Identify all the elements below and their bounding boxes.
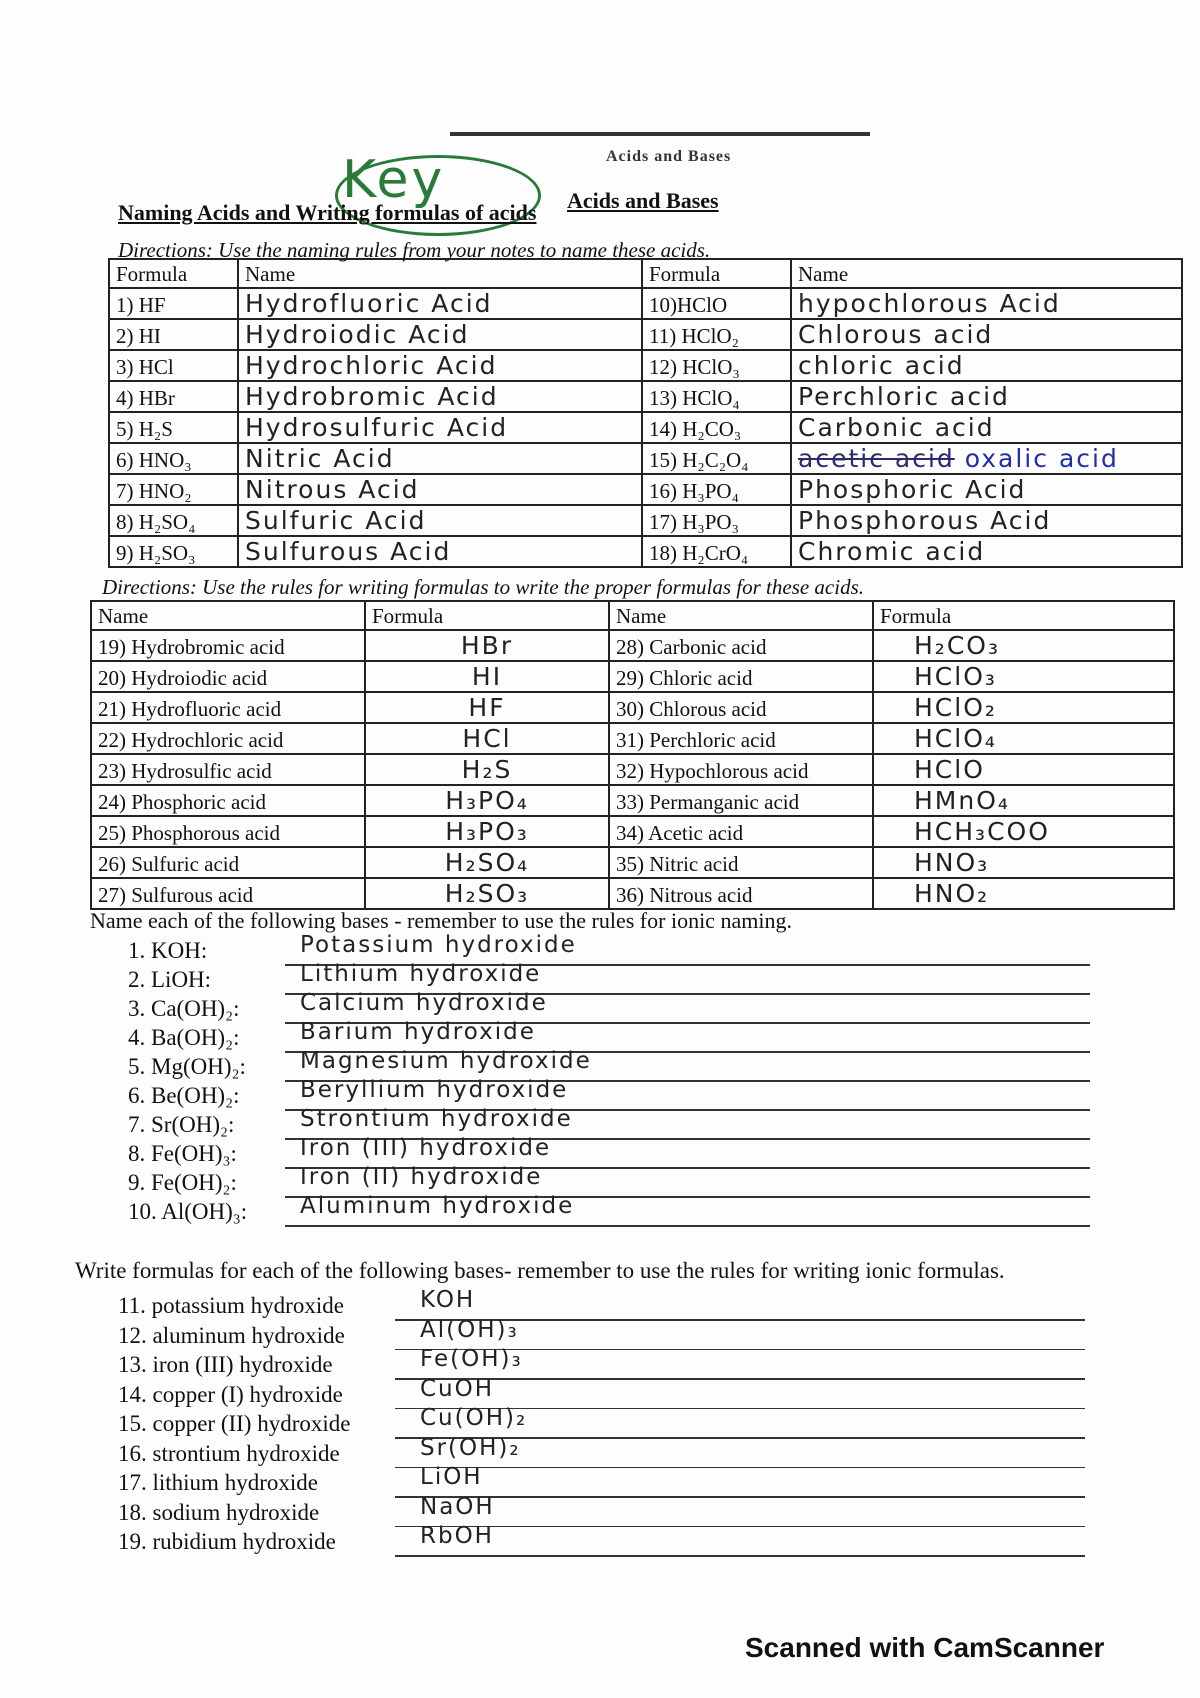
- handwritten-answer: Sr(OH)₂: [420, 1434, 521, 1461]
- table-row: [91, 785, 1174, 816]
- table-row: [109, 474, 1182, 505]
- item-label: 6. Be(OH)₂:: [128, 1083, 240, 1108]
- page-subtitle: Naming Acids and Writing formulas of acids: [118, 200, 537, 225]
- answer-cell: HClO₄: [873, 723, 1174, 754]
- answer-cell: Hydrofluoric Acid: [238, 288, 642, 319]
- acid-naming-table: [108, 258, 1183, 568]
- formula-cell: 17) H₃PO₃: [642, 505, 791, 536]
- item-label: 4. Ba(OH)₂:: [128, 1025, 240, 1050]
- answer-cell: Phosphoric Acid: [791, 474, 1182, 505]
- answer-cell: HClO₂: [873, 692, 1174, 723]
- handwritten-answer: Al(OH)₃: [420, 1316, 519, 1343]
- handwritten-answer: LiOH: [420, 1464, 483, 1490]
- item-label: 16. strontium hydroxide: [118, 1440, 340, 1466]
- table-header-row: [109, 259, 1182, 288]
- item-label: 10. Al(OH)₃:: [128, 1199, 248, 1224]
- handwritten-answer: CuOH: [420, 1375, 495, 1402]
- answer-line: [395, 1467, 1085, 1469]
- item-label: 14. copper (I) hydroxide: [118, 1381, 343, 1407]
- item-label: 15. copper (II) hydroxide: [118, 1411, 351, 1436]
- formula-cell: 2) HI: [109, 319, 238, 350]
- item-label: 8. Fe(OH)₃:: [128, 1141, 237, 1166]
- item-label: 7. Sr(OH)₂:: [128, 1112, 235, 1137]
- answer-cell: HCl: [365, 723, 609, 754]
- formula-cell: 16) H₃PO₄: [642, 474, 791, 505]
- table-row: [109, 443, 1182, 474]
- answer-cell: H₃PO₄: [365, 785, 609, 816]
- item-label: 3. Ca(OH)₂:: [128, 996, 240, 1021]
- formula-cell: 18) H₂CrO₄: [642, 536, 791, 567]
- header-name: Name: [238, 259, 642, 288]
- answer-cell: Perchloric acid: [791, 381, 1182, 412]
- table-row: [91, 692, 1174, 723]
- table-row: [109, 412, 1182, 443]
- header-formula: Formula: [109, 259, 238, 288]
- table-row: [91, 878, 1174, 909]
- item-label: 1. KOH:: [128, 938, 208, 963]
- table-row: [109, 350, 1182, 381]
- table-row: [109, 536, 1182, 567]
- formula-cell: 5) H₂S: [109, 412, 238, 443]
- handwritten-answer: Iron (II) hydroxide: [300, 1164, 543, 1190]
- corrected-answer: oxalic acid: [964, 444, 1119, 473]
- formula-cell: 7) HNO₂: [109, 474, 238, 505]
- formula-cell: 11) HClO₂: [642, 319, 791, 350]
- section3-directions: Name each of the following bases - remember to use the rules for ionic naming.: [90, 908, 792, 933]
- answer-cell: HCH₃COO: [873, 816, 1174, 847]
- formula-cell: 4) HBr: [109, 381, 238, 412]
- table-header-row: [91, 601, 1174, 630]
- formula-cell: 15) H₂C₂O₄: [642, 443, 791, 474]
- answer-line: [395, 1496, 1085, 1498]
- table-row: [109, 381, 1182, 412]
- handwritten-answer: Beryllium hydroxide: [300, 1077, 569, 1103]
- camscanner-watermark: Scanned with CamScanner: [745, 1632, 1105, 1663]
- answer-cell: HF: [365, 692, 609, 723]
- name-cell: 27) Sulfurous acid: [91, 878, 365, 909]
- formula-cell: 8) H₂SO₄: [109, 505, 238, 536]
- name-cell: 35) Nitric acid: [609, 847, 873, 878]
- handwritten-answer: NaOH: [420, 1493, 495, 1520]
- item-label: 18. sodium hydroxide: [118, 1499, 320, 1525]
- table-row: [91, 816, 1174, 847]
- name-cell: 26) Sulfuric acid: [91, 847, 365, 878]
- answer-cell: chloric acid: [791, 350, 1182, 381]
- answer-cell: H₂CO₃: [873, 630, 1174, 661]
- answer-cell: Chromic acid: [791, 536, 1182, 567]
- page-title: Acids and Bases: [567, 188, 719, 213]
- handwritten-answer: Potassium hydroxide: [300, 932, 577, 958]
- answer-cell: Hydroiodic Acid: [238, 319, 642, 350]
- answer-cell: HMnO₄: [873, 785, 1174, 816]
- struck-answer: acetic acid: [798, 444, 955, 473]
- name-cell: 20) Hydroiodic acid: [91, 661, 365, 692]
- name-cell: 24) Phosphoric acid: [91, 785, 365, 816]
- answer-line: [395, 1526, 1085, 1528]
- handwritten-answer: Magnesium hydroxide: [300, 1048, 592, 1074]
- answer-cell: H₂S: [365, 754, 609, 785]
- key-annotation: Key: [342, 150, 446, 210]
- answer-cell: Sulfuric Acid: [238, 505, 642, 536]
- answer-cell: hypochlorous Acid: [791, 288, 1182, 319]
- answer-cell: Chlorous acid: [791, 319, 1182, 350]
- answer-cell: [791, 443, 1182, 474]
- item-label: 11. potassium hydroxide: [118, 1293, 344, 1318]
- formula-cell: 10)HClO: [642, 288, 791, 319]
- answer-cell: Hydrosulfuric Acid: [238, 412, 642, 443]
- table-row: [91, 723, 1174, 754]
- answer-line: [395, 1555, 1085, 1557]
- handwritten-answer: KOH: [420, 1287, 476, 1313]
- answer-cell: Nitric Acid: [238, 443, 642, 474]
- name-cell: 32) Hypochlorous acid: [609, 754, 873, 785]
- table-row: [91, 847, 1174, 878]
- name-cell: 31) Perchloric acid: [609, 723, 873, 754]
- section1-directions: Directions: Use the naming rules from your notes to name these acids.: [118, 238, 711, 262]
- answer-cell: HClO₃: [873, 661, 1174, 692]
- item-label: 13. iron (III) hydroxide: [118, 1352, 333, 1377]
- item-label: 5. Mg(OH)₂:: [128, 1054, 246, 1079]
- handwritten-answer: Lithium hydroxide: [300, 961, 542, 987]
- name-cell: 22) Hydrochloric acid: [91, 723, 365, 754]
- name-cell: 33) Permanganic acid: [609, 785, 873, 816]
- table-row: [91, 661, 1174, 692]
- header-name2: Name: [609, 601, 873, 630]
- item-label: 2. LiOH:: [128, 967, 212, 992]
- header-formula2: Formula: [873, 601, 1174, 630]
- item-label: 12. aluminum hydroxide: [118, 1322, 345, 1348]
- running-header: Acids and Bases: [606, 148, 732, 165]
- handwritten-answer: Iron (III) hydroxide: [300, 1135, 552, 1161]
- table-row: [109, 288, 1182, 319]
- table-row: [91, 630, 1174, 661]
- answer-cell: Nitrous Acid: [238, 474, 642, 505]
- answer-cell: H₂SO₄: [365, 847, 609, 878]
- name-cell: 23) Hydrosulfic acid: [91, 754, 365, 785]
- answer-line: [285, 1225, 1090, 1227]
- name-cell: 19) Hydrobromic acid: [91, 630, 365, 661]
- table-row: [109, 505, 1182, 536]
- answer-cell: H₂SO₃: [365, 878, 609, 909]
- handwritten-answer: Calcium hydroxide: [300, 990, 548, 1016]
- answer-cell: Sulfurous Acid: [238, 536, 642, 567]
- answer-cell: HNO₂: [873, 878, 1174, 909]
- answer-line: [395, 1378, 1085, 1380]
- name-cell: 29) Chloric acid: [609, 661, 873, 692]
- answer-cell: HNO₃: [873, 847, 1174, 878]
- item-label: 17. lithium hydroxide: [118, 1470, 318, 1495]
- name-cell: 28) Carbonic acid: [609, 630, 873, 661]
- formula-cell: 3) HCl: [109, 350, 238, 381]
- header-formula: Formula: [365, 601, 609, 630]
- section2-directions: Directions: Use the rules for writing formulas to write the proper formulas for these acids.: [102, 575, 865, 599]
- name-cell: 36) Nitrous acid: [609, 878, 873, 909]
- item-label: 9. Fe(OH)₂:: [128, 1170, 237, 1195]
- header-name2: Name: [791, 259, 1182, 288]
- answer-cell: Carbonic acid: [791, 412, 1182, 443]
- item-label: 19. rubidium hydroxide: [118, 1529, 336, 1554]
- answer-cell: Phosphorous Acid: [791, 505, 1182, 536]
- table-row: [109, 319, 1182, 350]
- header-name: Name: [91, 601, 365, 630]
- formula-cell: 1) HF: [109, 288, 238, 319]
- formula-cell: 9) H₂SO₃: [109, 536, 238, 567]
- name-cell: 21) Hydrofluoric acid: [91, 692, 365, 723]
- answer-cell: HI: [365, 661, 609, 692]
- handwritten-answer: RbOH: [420, 1523, 494, 1549]
- table-row: [91, 754, 1174, 785]
- formula-cell: 6) HNO₃: [109, 443, 238, 474]
- section4-directions: Write formulas for each of the following bases- remember to use the rules for writing ionic formulas.: [75, 1258, 1005, 1283]
- handwritten-answer: Barium hydroxide: [300, 1019, 536, 1045]
- answer-cell: H₃PO₃: [365, 816, 609, 847]
- handwritten-answer: Aluminum hydroxide: [300, 1193, 575, 1219]
- formula-cell: 14) H₂CO₃: [642, 412, 791, 443]
- answer-cell: Hydrobromic Acid: [238, 381, 642, 412]
- name-cell: 34) Acetic acid: [609, 816, 873, 847]
- handwritten-answer: Strontium hydroxide: [300, 1106, 573, 1132]
- answer-cell: HClO: [873, 754, 1174, 785]
- name-cell: 25) Phosphorous acid: [91, 816, 365, 847]
- formula-cell: 13) HClO₄: [642, 381, 791, 412]
- top-rule: [450, 132, 870, 136]
- handwritten-answer: Fe(OH)₃: [420, 1346, 523, 1372]
- formula-cell: 12) HClO₃: [642, 350, 791, 381]
- acid-formula-table: [90, 600, 1175, 910]
- answer-cell: HBr: [365, 630, 609, 661]
- name-cell: 30) Chlorous acid: [609, 692, 873, 723]
- header-formula2: Formula: [642, 259, 791, 288]
- answer-cell: Hydrochloric Acid: [238, 350, 642, 381]
- handwritten-answer: Cu(OH)₂: [420, 1405, 528, 1431]
